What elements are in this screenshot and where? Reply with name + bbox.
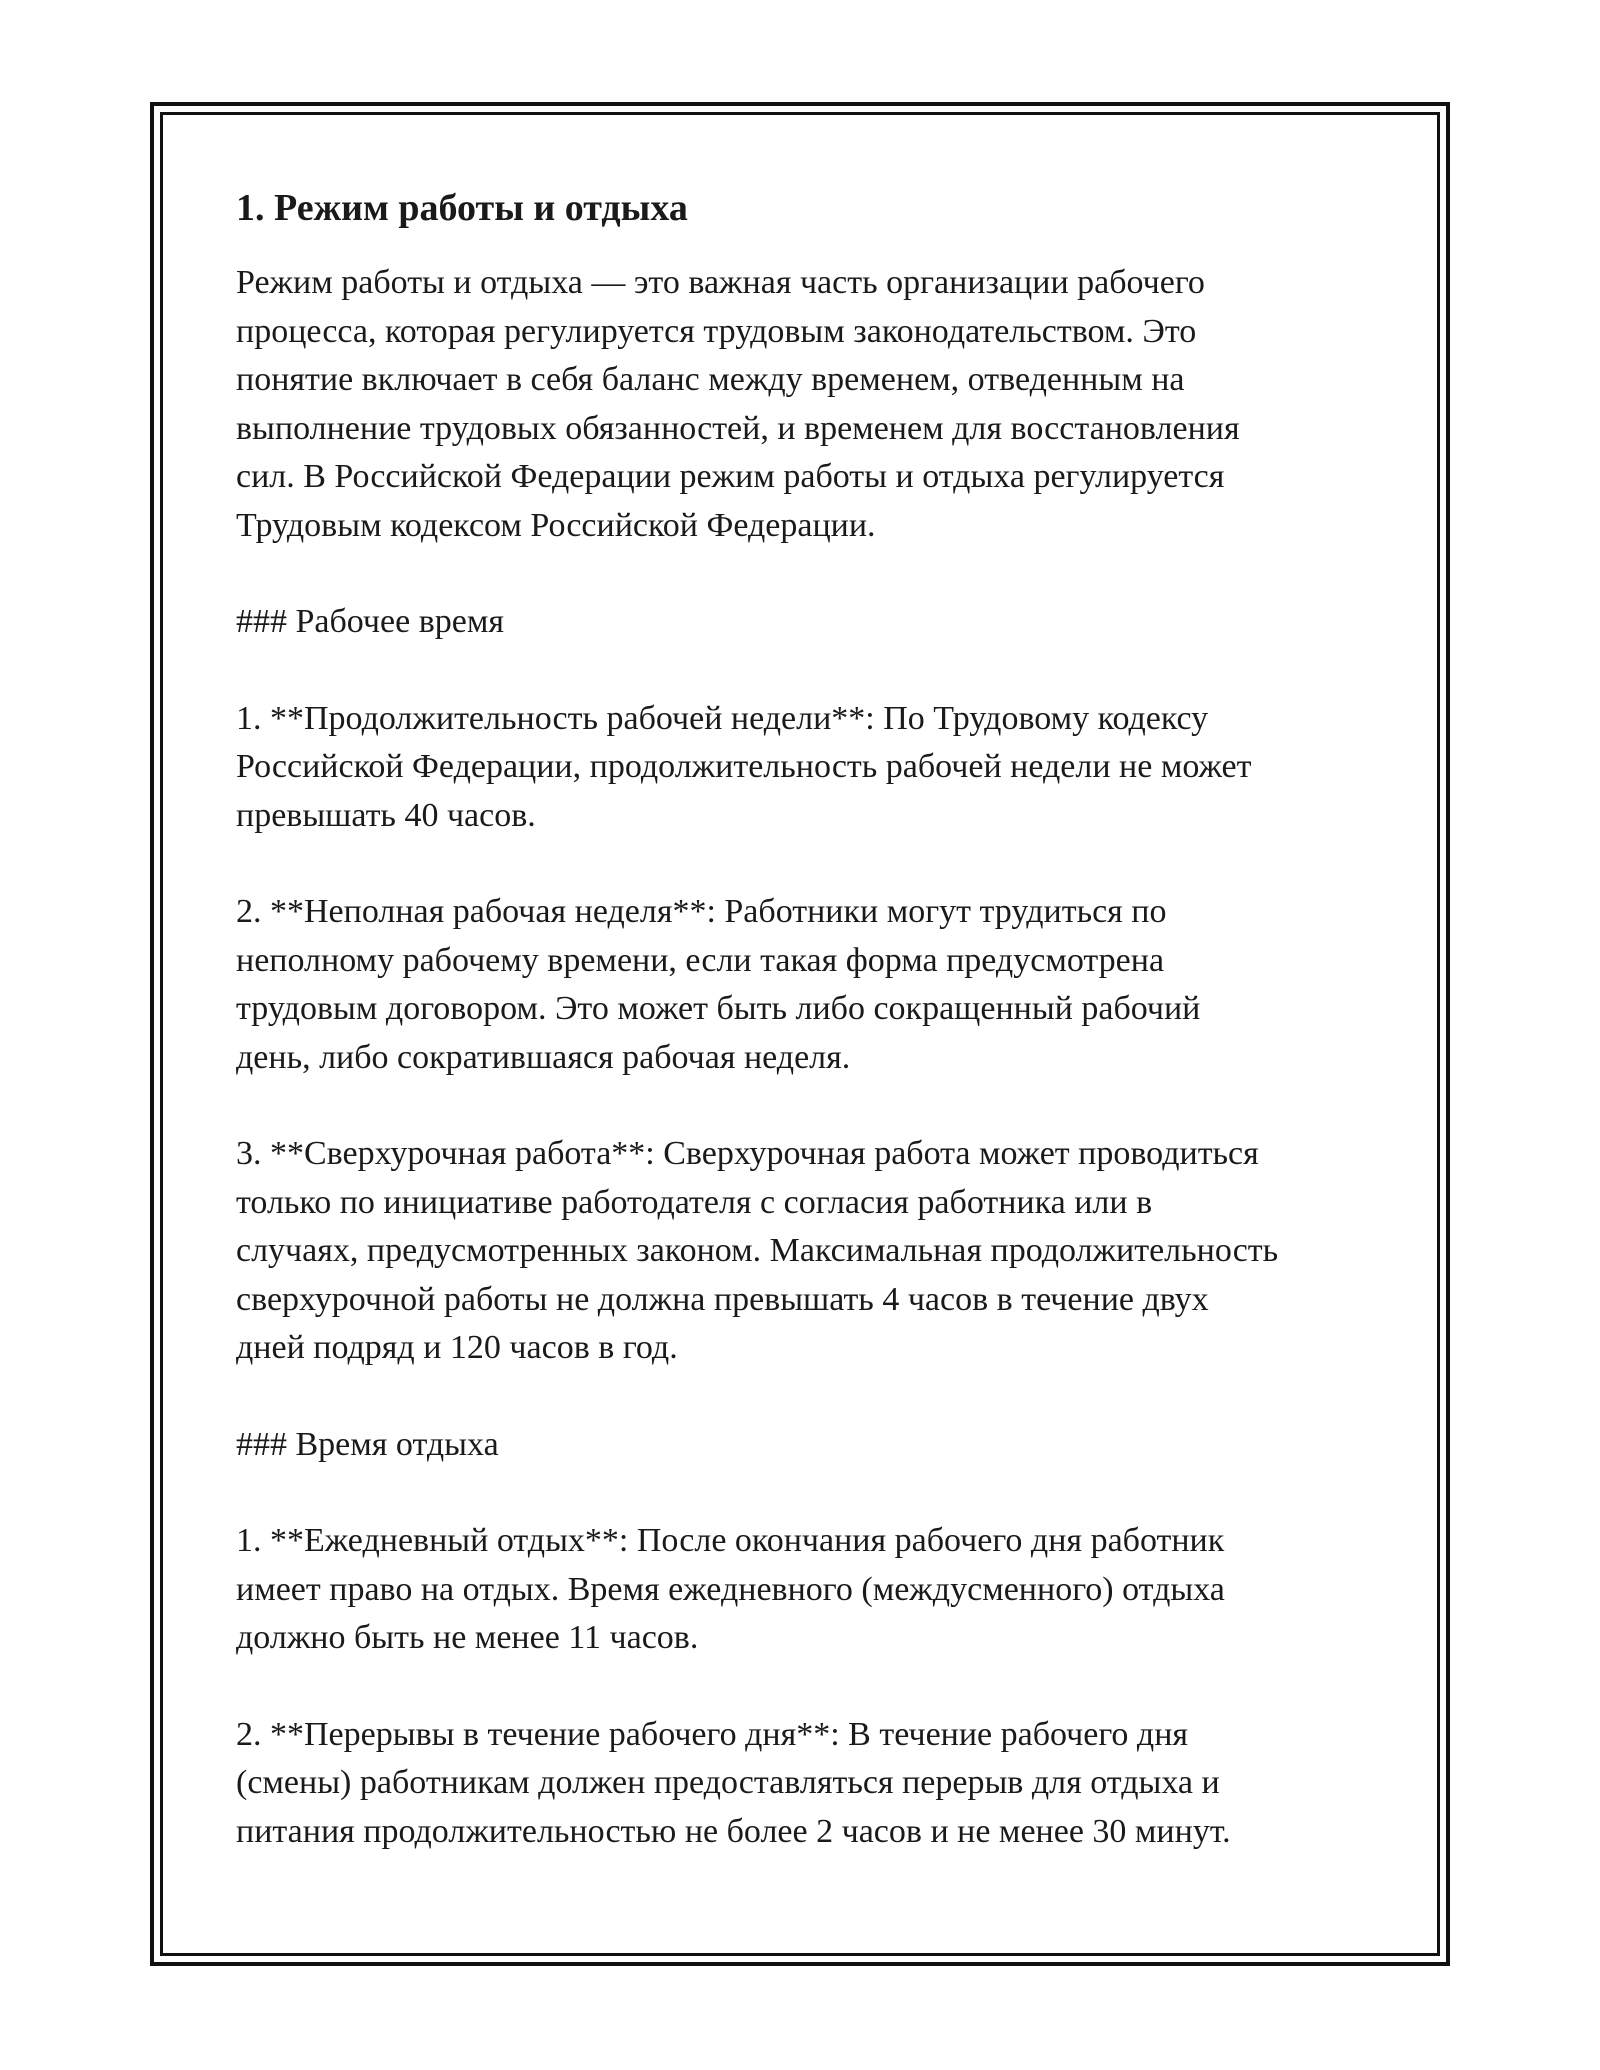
list-item-part-time-week: 2. **Неполная рабочая неделя**: Работники могут трудиться по неполному рабочему времени, если такая форма предусмотрена трудовым договором. Это может быть либо сокращенный рабочий день, либо сократившаяся рабочая неделя. <box>236 893 1201 1076</box>
intro-paragraph: Режим работы и отдыха — это важная часть организации рабочего процесса, которая регулируется трудовым законодательством. Это понятие включает в себя баланс между временем, отведенным на выполнение трудовых обязанностей, и временем для восстановления сил. В Российской Федерации режим работы и отдыха регулируется Трудовым кодексом Российской Федерации. <box>236 264 1240 544</box>
document-title: 1. Режим работы и отдыха <box>236 187 688 229</box>
list-item-overtime: 3. **Сверхурочная работа**: Сверхурочная работа может проводиться только по инициативе работодателя с согласия работника или в случаях, предусмотренных законом. Максимальная продолжительность сверхурочной работы не должна превышать 4 часов в течение двух дней подряд и 120 часов в год. <box>236 1135 1279 1366</box>
list-item-work-breaks: 2. **Перерывы в течение рабочего дня**: В течение рабочего дня (смены) работникам должен предоставляться перерыв для отдыха и питания продолжительностью не более 2 часов и не менее 30 минут. <box>236 1715 1231 1850</box>
list-item-work-week-duration: 1. **Продолжительность рабочей недели**: По Трудовому кодексу Российской Федерации, продолжительность рабочей недели не может превышать 40 часов. <box>236 699 1252 834</box>
section-heading-work-time: ### Рабочее время <box>236 603 504 640</box>
list-item-daily-rest: 1. **Ежедневный отдых**: После окончания рабочего дня работник имеет право на отдых. Время ежедневного (междусменного) отдыха должно быть не менее 11 часов. <box>236 1522 1225 1656</box>
document-body <box>236 185 1376 1904</box>
section-heading-rest-time: ### Время отдыха <box>236 1425 499 1463</box>
